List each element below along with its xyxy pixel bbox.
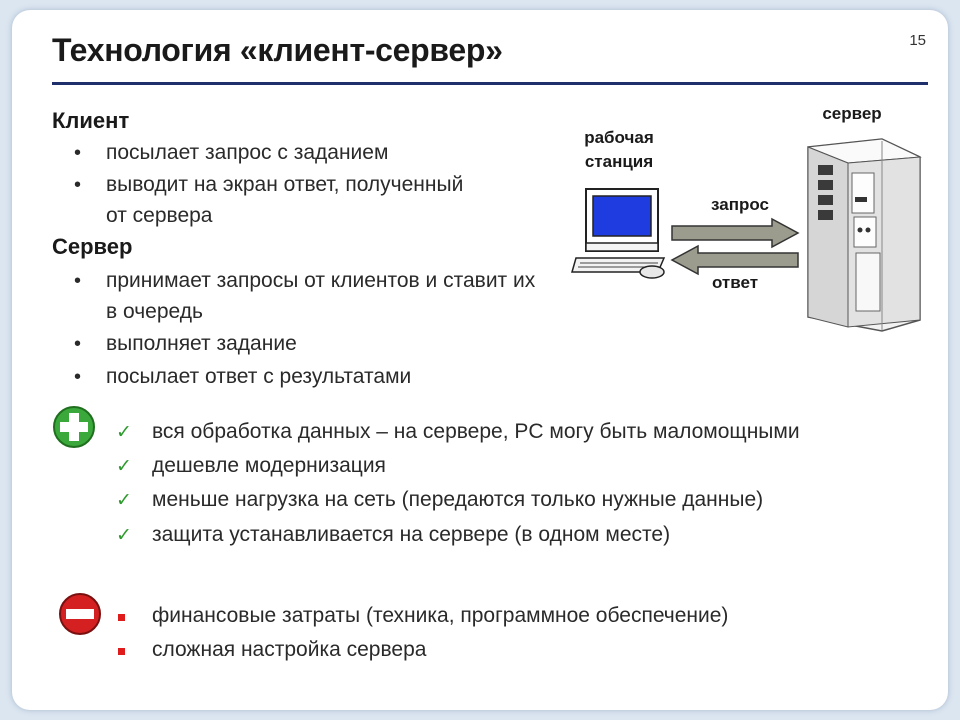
- con-item: сложная настройка сервера: [152, 638, 427, 661]
- pro-item: меньше нагрузка на сеть (передаются только нужные данные): [152, 488, 764, 511]
- request-arrow: [672, 218, 802, 248]
- check-icon: ✓: [116, 456, 132, 477]
- client-item: выводит на экран ответ, полученный: [106, 173, 464, 196]
- bullet-dot: •: [74, 366, 82, 388]
- bullet-dot: •: [74, 270, 82, 292]
- server-item: посылает ответ с результатами: [106, 365, 412, 388]
- client-item: от сервера: [106, 204, 213, 227]
- client-heading: Клиент: [52, 108, 130, 133]
- con-item: финансовые затраты (техника, программное обеспечение): [152, 604, 729, 627]
- check-icon: ✓: [116, 422, 132, 443]
- bullet-dot: •: [74, 142, 82, 164]
- check-icon: ✓: [116, 490, 132, 511]
- request-label: запрос: [711, 195, 769, 214]
- server-heading: Сервер: [52, 234, 133, 259]
- pro-item: дешевле модернизация: [152, 454, 386, 477]
- red-bullet-icon: [118, 648, 125, 655]
- server-label: сервер: [822, 104, 882, 123]
- red-bullet-icon: [118, 614, 125, 621]
- workstation-label-line2: станция: [584, 152, 654, 171]
- pro-item: вся обработка данных – на сервере, PC могу быть маломощными: [152, 420, 800, 443]
- title-divider: [52, 82, 928, 85]
- minus-icon: [58, 592, 102, 636]
- plus-icon: [52, 405, 96, 449]
- bullet-dot: •: [74, 333, 82, 355]
- check-icon: ✓: [116, 525, 132, 546]
- bullet-dot: •: [74, 174, 82, 196]
- slide: [12, 10, 948, 710]
- workstation-label-line1: рабочая: [584, 128, 654, 147]
- response-label: ответ: [711, 273, 759, 292]
- pro-item: защита устанавливается на сервере (в одном месте): [152, 523, 671, 546]
- page-number: 15: [909, 32, 926, 49]
- page-title: Технология «клиент-сервер»: [52, 32, 503, 68]
- response-arrow: [672, 245, 802, 275]
- workstation-label: [564, 126, 674, 174]
- server-item: выполняет задание: [106, 332, 297, 355]
- server-tower-icon: [808, 135, 928, 335]
- server-item: в очередь: [106, 300, 203, 323]
- client-item: посылает запрос с заданием: [106, 141, 389, 164]
- server-item: принимает запросы от клиентов и ставит их: [106, 269, 536, 292]
- workstation-icon: [572, 188, 682, 283]
